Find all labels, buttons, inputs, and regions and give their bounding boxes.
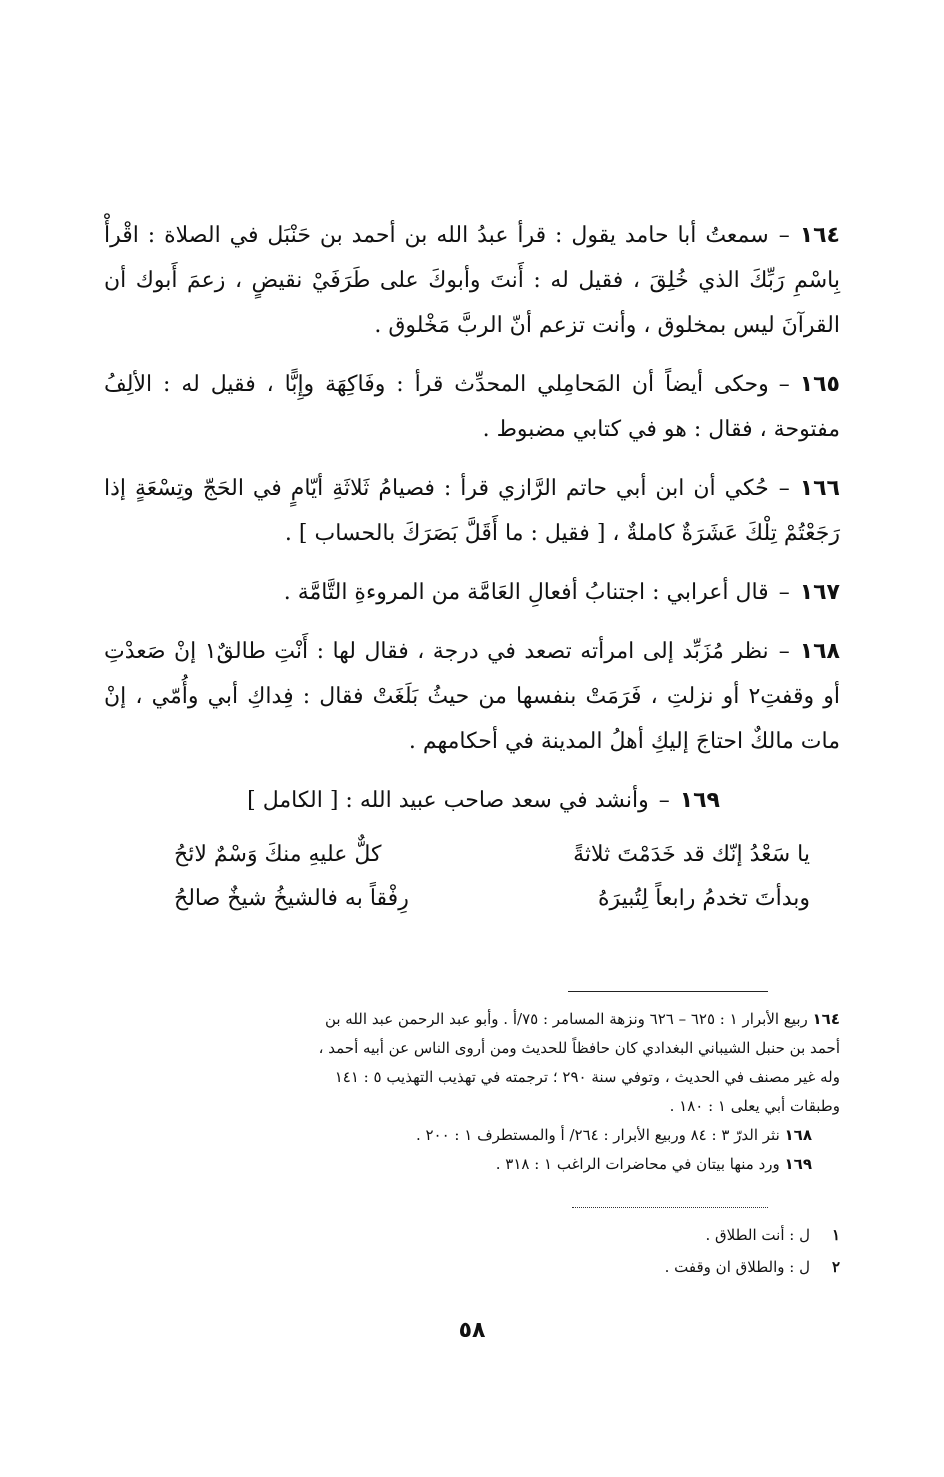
paragraph-text: نظر مُزَبِّد إلى امرأته تصعد في درجة ، فقال لها : أَنْتِ طالقٌ١ إنْ صَعدْتِ أو وقفتِ٢ أو نزلتِ ، فَرَمَتْ بنفسها من حيثُ بَلَغَتْ فقال : فِداكِ أبي وأُمّي ، إنْ مات مالكٌ احتاجَ إليكِ أهلُ المدينة في أحكامهم . <box>104 639 840 754</box>
variant-note: ٢ل : والطلاق ان وقفت . <box>664 1258 840 1276</box>
paragraph-164: ١٦٤–سمعتُ أبا حامد يقول : قرأ عبدُ الله بن أحمد بن حَنْبَل في الصلاة : اقْرأْ بِاسْمِ رَبِّكَ الذي خُلِقَ ، فقيل له : أَنتَ وأبوكَ على طَرَفَيْ نقيضٍ ، زعمَ أَبوك أن القرآنَ ليس بمخلوق ، وأنت تزعم أنّ الربَّ مَخْلوق . <box>104 223 840 338</box>
variant-notes-divider <box>572 1207 768 1208</box>
paragraph-number: ١٦٨ <box>799 639 840 664</box>
paragraph-166: ١٦٦–حُكي أن ابن أبي حاتم الرَّازي قرأ : فصيامُ ثَلاثَةِ أيّامٍ في الحَجّ وتِسْعَةٍ إذا رَجَعْتُمْ تِلْكَ عَشَرَةٌ كاملةٌ ، [ فقيل : ما أَقَلَّ بَصَرَكَ بالحساب ] . <box>104 476 840 546</box>
paragraph-number: ١٦٤ <box>799 223 840 248</box>
footnotes <box>104 1005 840 1179</box>
footnote-line: ١٦٩ ورد منها بيتان في محاضرات الراغب ١ : ٣١٨ . <box>495 1155 812 1173</box>
variant-notes <box>104 1219 840 1283</box>
footnote-line: ١٦٤ ربيع الأبرار ١ : ٦٢٥ – ٦٢٦ ونزهة المسامر : ٧٥/أ . وأبو عبد الرحمن عبد الله بن <box>324 1010 840 1028</box>
paragraph-text: قال أعرابي : اجتنابُ أفعالِ العَامَّة من المروءةِ التَّامَّة . <box>283 580 769 605</box>
footnote-line: أحمد بن حنبل الشيباني البغدادي كان حافظاً للحديث ومن أروى الناس عن أبيه أحمد ، <box>318 1039 840 1057</box>
footnote-line: وله غير مصنف في الحديث ، وتوفي سنة ٢٩٠ ؛ ترجمته في تهذيب التهذيب ٥ : ١٤١ <box>334 1068 840 1086</box>
paragraph-text: وأنشد في سعد صاحب عبيد الله : [ الكامل ] <box>247 788 649 813</box>
verse-line <box>104 877 840 921</box>
paragraph-167: ١٦٧–قال أعرابي : اجتنابُ أفعالِ العَامَّة من المروءةِ التَّامَّة . <box>283 580 840 605</box>
paragraph-168: ١٦٨–نظر مُزَبِّد إلى امرأته تصعد في درجة ، فقال لها : أَنْتِ طالقٌ١ إنْ صَعدْتِ أو وقفتِ٢ أو نزلتِ ، فَرَمَتْ بنفسها من حيثُ بَلَغَتْ فقال : فِداكِ أبي وأُمّي ، إنْ مات مالكٌ احتاجَ إليكِ أهلُ المدينة في أحكامهم . <box>104 639 840 754</box>
paragraph-number: ١٦٩ <box>679 788 720 813</box>
footnote-line: ١٦٨ نثر الدرّ ٣ : ٨٤ وربيع الأبرار : ٢٦٤/ أ والمستطرف ١ : ٢٠٠ . <box>415 1126 812 1144</box>
paragraph-text: حُكي أن ابن أبي حاتم الرَّازي قرأ : فصيامُ ثَلاثَةِ أيّامٍ في الحَجّ وتِسْعَةٍ إذا رَجَعْتُمْ تِلْكَ عَشَرَةٌ كاملةٌ ، [ فقيل : ما أَقَلَّ بَصَرَكَ بالحساب ] . <box>104 476 840 546</box>
main-text <box>104 213 840 921</box>
footnote-line: وطبقات أبي يعلى ١ : ١٨٠ . <box>669 1097 840 1115</box>
verse-hemistich-second: كلٌّ عليهِ منكَ وَسْمٌ لائحُ <box>174 842 382 867</box>
paragraph-165: ١٦٥–وحكى أيضاً أن المَحامِلي المحدِّث قرأ : وفَاكِهَة وإِبًّا ، فقيل له : الألِفُ مفتوحة ، فقال : هو في كتابي مضبوط . <box>104 372 840 442</box>
paragraph-169: ١٦٩–وأنشد في سعد صاحب عبيد الله : [ الكامل ] <box>247 788 720 813</box>
paragraph-text: وحكى أيضاً أن المَحامِلي المحدِّث قرأ : وفَاكِهَة وإِبًّا ، فقيل له : الألِفُ مفتوحة ، فقال : هو في كتابي مضبوط . <box>104 372 840 442</box>
paragraph-number: ١٦٥ <box>799 372 840 397</box>
verse-hemistich-first: يا سَعْدُ إنّك قد خَدَمْتَ ثلاثةً <box>573 842 810 867</box>
variant-note: ١ل : أنت الطلاق . <box>705 1226 840 1244</box>
paragraph-text: سمعتُ أبا حامد يقول : قرأ عبدُ الله بن أحمد بن حَنْبَل في الصلاة : اقْرأْ بِاسْمِ رَبِّكَ الذي خُلِقَ ، فقيل له : أَنتَ وأبوكَ على طَرَفَيْ نقيضٍ ، زعمَ أَبوك أن القرآنَ ليس بمخلوق ، وأنت تزعم أنّ الربَّ مَخْلوق . <box>104 223 840 338</box>
verse-hemistich-first: وبدأتَ تخدمُ رابعاً لِتُبيرَهُ <box>597 886 810 911</box>
verse-line <box>104 833 840 877</box>
footnote-divider <box>568 991 768 992</box>
page-number: ٥٨ <box>458 1318 486 1343</box>
paragraph-number: ١٦٧ <box>799 580 840 605</box>
verse-hemistich-second: رِفْقاً به فالشيخُ شيخٌ صالحُ <box>174 886 409 911</box>
paragraph-number: ١٦٦ <box>799 476 840 501</box>
